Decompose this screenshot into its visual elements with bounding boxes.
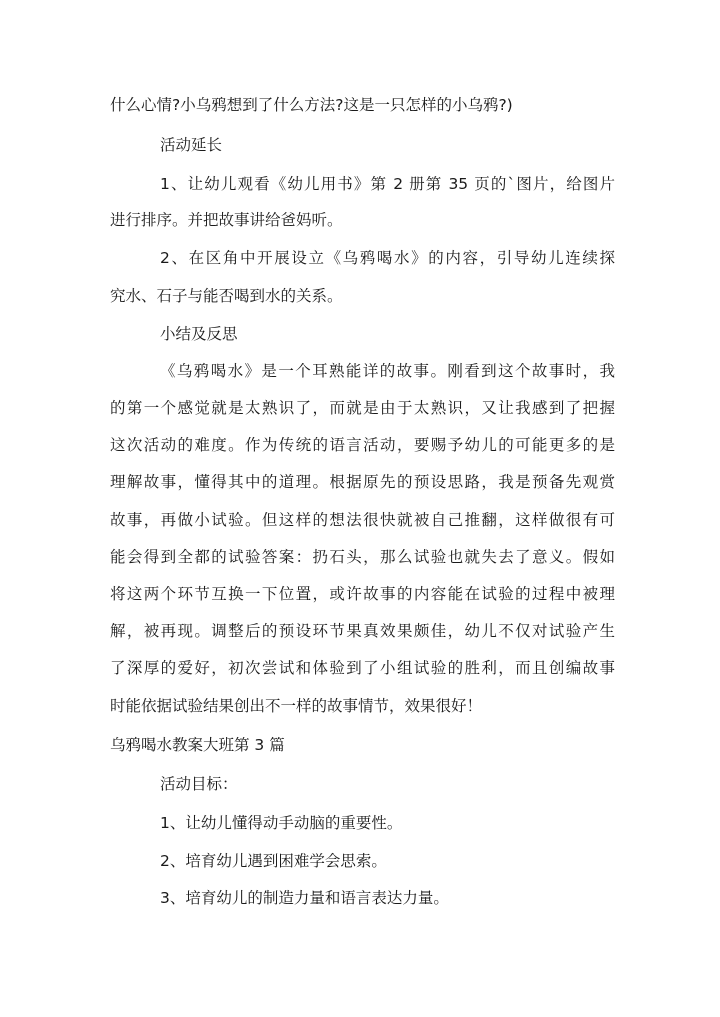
section-heading: 活动目标： bbox=[160, 775, 238, 793]
paragraph-line: 1、让幼儿观看《幼儿用书》第 2 册第 35 页的`图片，给图片 bbox=[160, 175, 615, 193]
paragraph-line: 了深厚的爱好，初次尝试和体验到了小组试验的胜利，而且创编故事 bbox=[110, 659, 615, 677]
paragraph-line: 故事，再做小试验。但这样的想法很快就被自己推翻，这样做很有可 bbox=[110, 511, 615, 529]
paragraph-line: 的第一个感觉就是太熟识了，而就是由于太熟识，又让我感到了把握 bbox=[110, 399, 615, 417]
paragraph-line: 将这两个环节互换一下位置，或许故事的内容能在试验的过程中被理 bbox=[110, 585, 615, 603]
paragraph-line: 解，被再现。调整后的预设环节果真效果颇佳，幼儿不仅对试验产生 bbox=[110, 622, 615, 640]
paragraph-line: 时能依据试验结果创出不一样的故事情节，效果很好！ bbox=[110, 697, 483, 715]
paragraph-line: 理解故事，懂得其中的道理。根据原先的预设思路，我是预备先观赏 bbox=[110, 473, 615, 491]
paragraph-line: 进行排序。并把故事讲给爸妈听。 bbox=[110, 211, 343, 229]
section-title: 乌鸦喝水教案大班第 3 篇 bbox=[110, 736, 285, 754]
list-item: 3、培育幼儿的制造力量和语言表达力量。 bbox=[160, 889, 449, 907]
paragraph-line: 这次活动的难度。作为传统的语言活动，要赐予幼儿的可能更多的是 bbox=[110, 436, 615, 454]
paragraph-line: 2、在区角中开展设立《乌鸦喝水》的内容，引导幼儿连续探 bbox=[160, 249, 615, 267]
paragraph-line: 什么心情?小乌鸦想到了什么方法?这是一只怎样的小乌鸦?) bbox=[110, 96, 513, 114]
paragraph-line: 究水、石子与能否喝到水的关系。 bbox=[110, 287, 343, 305]
list-item: 2、培育幼儿遇到困难学会思索。 bbox=[160, 852, 387, 870]
paragraph-line: 《乌鸦喝水》是一个耳熟能详的故事。刚看到这个故事时，我 bbox=[160, 362, 615, 380]
paragraph-line: 能会得到全都的试验答案：扔石头，那么试验也就失去了意义。假如 bbox=[110, 548, 615, 566]
section-heading: 小结及反思 bbox=[160, 325, 238, 343]
list-item: 1、让幼儿懂得动手动脑的重要性。 bbox=[160, 814, 403, 832]
section-heading: 活动延长 bbox=[160, 136, 223, 154]
